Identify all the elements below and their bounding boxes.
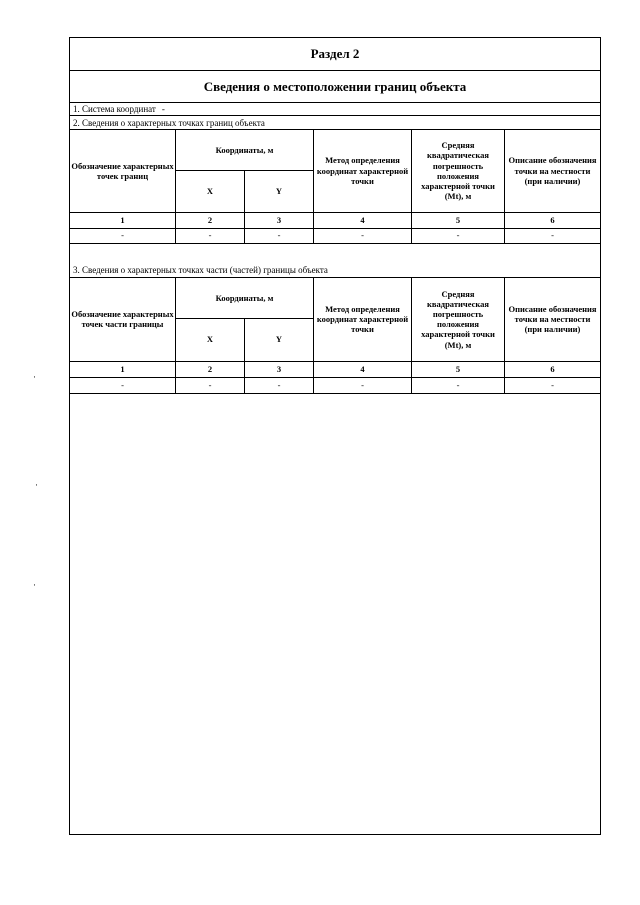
table1-caption: 2. Сведения о характерных точках границ объекта <box>70 116 600 130</box>
column-number: 5 <box>412 212 505 228</box>
column-number: 5 <box>412 361 505 377</box>
table-cell: - <box>314 228 412 243</box>
table-cell: - <box>70 228 176 243</box>
col-header-designation: Обозначение характерных точек части границы <box>70 278 176 361</box>
table2-caption: 3. Сведения о характерных точках части (частей) границы объекта <box>70 263 600 278</box>
column-number: 2 <box>176 361 245 377</box>
scan-speck: · <box>35 480 38 490</box>
col-header-designation: Обозначение характерных точек границ <box>70 130 176 212</box>
col-header-coordinates: Координаты, м <box>176 278 314 318</box>
column-number: 1 <box>70 212 176 228</box>
column-number: 4 <box>314 361 412 377</box>
col-header-description: Описание обозначения точки на местности (при наличии) <box>505 130 601 212</box>
table-cell: - <box>505 228 601 243</box>
col-header-coordinates: Координаты, м <box>176 130 314 170</box>
col-header-error: Средняя квадратическая погрешность положения характерной точки (Mt), м <box>412 278 505 361</box>
table-cell: - <box>505 377 601 393</box>
column-number-row <box>70 361 600 377</box>
scan-speck: · <box>33 580 36 590</box>
part-boundary-points-table <box>70 278 600 394</box>
document-title: Сведения о местоположении границ объекта <box>70 71 600 103</box>
column-number: 2 <box>176 212 245 228</box>
section-heading: Раздел 2 <box>70 38 600 71</box>
column-number: 6 <box>505 361 601 377</box>
column-number: 3 <box>245 361 314 377</box>
col-header-description: Описание обозначения точки на местности (при наличии) <box>505 278 601 361</box>
col-header-x: X <box>176 170 245 212</box>
column-number: 1 <box>70 361 176 377</box>
document-page <box>69 37 601 835</box>
col-header-error: Средняя квадратическая погрешность положения характерной точки (Mt), м <box>412 130 505 212</box>
table-cell: - <box>176 377 245 393</box>
table-row <box>70 377 600 393</box>
col-header-y: Y <box>245 318 314 361</box>
column-number: 6 <box>505 212 601 228</box>
column-number-row <box>70 212 600 228</box>
table-cell: - <box>245 228 314 243</box>
scan-speck: · <box>33 372 36 382</box>
table-cell: - <box>412 228 505 243</box>
column-number: 4 <box>314 212 412 228</box>
col-header-y: Y <box>245 170 314 212</box>
table-cell: - <box>314 377 412 393</box>
table-cell: - <box>70 377 176 393</box>
col-header-x: X <box>176 318 245 361</box>
col-header-method: Метод определения координат характерной точки <box>314 278 412 361</box>
col-header-method: Метод определения координат характерной точки <box>314 130 412 212</box>
table-cell: - <box>245 377 314 393</box>
column-number: 3 <box>245 212 314 228</box>
coordinate-system-label: 1. Система координат <box>73 104 156 114</box>
table-row <box>70 228 600 243</box>
table-cell: - <box>412 377 505 393</box>
coordinate-system-line <box>70 103 600 116</box>
coordinate-system-value: - <box>161 104 165 114</box>
boundary-points-table <box>70 130 600 244</box>
table-cell: - <box>176 228 245 243</box>
